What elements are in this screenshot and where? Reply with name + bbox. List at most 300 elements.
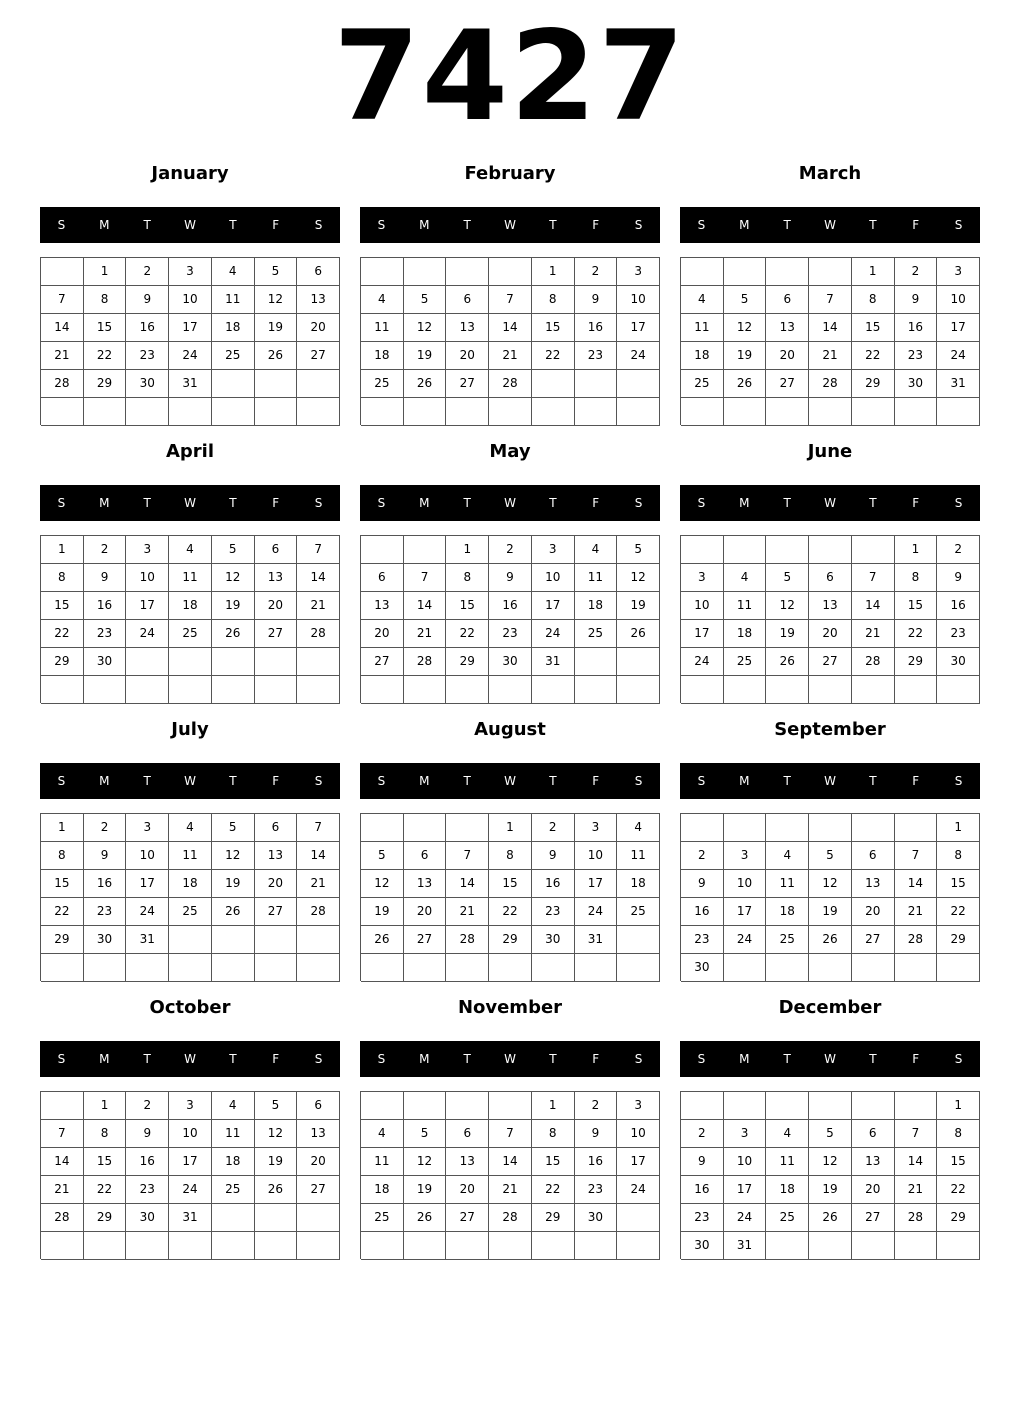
day-cell: 22 xyxy=(446,620,489,648)
empty-day-cell xyxy=(937,1232,980,1260)
empty-day-cell xyxy=(809,536,852,564)
weekday-label: S xyxy=(697,496,706,510)
day-cell: 15 xyxy=(446,592,489,620)
day-cell: 12 xyxy=(766,592,809,620)
empty-day-cell xyxy=(617,398,660,426)
day-cell: 9 xyxy=(937,564,980,592)
empty-day-cell xyxy=(446,1232,489,1260)
day-cell: 6 xyxy=(361,564,404,592)
empty-day-cell xyxy=(404,258,447,286)
day-cell: 2 xyxy=(681,842,724,870)
weekday-label: S xyxy=(377,218,386,232)
day-cell: 3 xyxy=(532,536,575,564)
day-cell: 4 xyxy=(575,536,618,564)
day-cell: 3 xyxy=(724,1120,767,1148)
empty-day-cell xyxy=(489,258,532,286)
empty-day-cell xyxy=(852,398,895,426)
day-cell: 26 xyxy=(809,1204,852,1232)
weekday-header xyxy=(360,763,660,799)
day-cell: 23 xyxy=(937,620,980,648)
day-cell: 2 xyxy=(126,1092,169,1120)
empty-day-cell xyxy=(681,814,724,842)
day-cell: 12 xyxy=(404,314,447,342)
day-cell: 19 xyxy=(809,1176,852,1204)
weekday-label: T xyxy=(463,1052,471,1066)
day-cell: 24 xyxy=(575,898,618,926)
day-cell: 30 xyxy=(489,648,532,676)
day-cell: 4 xyxy=(681,286,724,314)
empty-day-cell xyxy=(126,954,169,982)
day-cell: 13 xyxy=(255,564,298,592)
day-cell: 12 xyxy=(255,1120,298,1148)
empty-day-cell xyxy=(766,954,809,982)
weekday-label: F xyxy=(272,218,280,232)
day-cell: 11 xyxy=(212,286,255,314)
day-cell: 23 xyxy=(681,926,724,954)
day-cell: 24 xyxy=(617,342,660,370)
weekday-label: S xyxy=(697,1052,706,1066)
empty-day-cell xyxy=(212,370,255,398)
day-cell: 24 xyxy=(169,342,212,370)
weekday-label: S xyxy=(57,774,66,788)
day-cell: 13 xyxy=(809,592,852,620)
day-cell: 6 xyxy=(255,814,298,842)
empty-day-cell xyxy=(489,676,532,704)
empty-day-cell xyxy=(404,954,447,982)
weekday-label: F xyxy=(912,218,920,232)
day-cell: 3 xyxy=(169,1092,212,1120)
weekday-label: T xyxy=(869,218,877,232)
empty-day-cell xyxy=(84,398,127,426)
day-cell: 28 xyxy=(852,648,895,676)
empty-day-cell xyxy=(809,1092,852,1120)
day-cell: 12 xyxy=(255,286,298,314)
day-cell: 8 xyxy=(41,564,84,592)
weekday-label: M xyxy=(739,496,750,510)
day-cell: 9 xyxy=(532,842,575,870)
day-cell: 2 xyxy=(84,536,127,564)
day-cell: 3 xyxy=(126,814,169,842)
empty-day-cell xyxy=(297,926,340,954)
empty-day-cell xyxy=(446,954,489,982)
day-cell: 3 xyxy=(169,258,212,286)
empty-day-cell xyxy=(169,1232,212,1260)
day-grid xyxy=(680,813,980,981)
day-cell: 1 xyxy=(84,1092,127,1120)
empty-day-cell xyxy=(852,676,895,704)
day-cell: 13 xyxy=(852,870,895,898)
weekday-label: T xyxy=(549,1052,557,1066)
day-cell: 28 xyxy=(297,898,340,926)
day-cell: 25 xyxy=(361,370,404,398)
weekday-header xyxy=(360,1041,660,1077)
day-cell: 14 xyxy=(41,1148,84,1176)
empty-day-cell xyxy=(766,398,809,426)
day-cell: 29 xyxy=(489,926,532,954)
day-cell: 23 xyxy=(126,342,169,370)
day-cell: 28 xyxy=(41,370,84,398)
day-cell: 30 xyxy=(681,954,724,982)
day-cell: 6 xyxy=(852,1120,895,1148)
day-cell: 26 xyxy=(724,370,767,398)
day-cell: 17 xyxy=(617,314,660,342)
weekday-label: T xyxy=(783,774,791,788)
empty-day-cell xyxy=(297,398,340,426)
day-cell: 31 xyxy=(169,370,212,398)
empty-day-cell xyxy=(212,954,255,982)
day-cell: 19 xyxy=(809,898,852,926)
day-cell: 3 xyxy=(937,258,980,286)
empty-day-cell xyxy=(895,676,938,704)
day-cell: 2 xyxy=(575,258,618,286)
empty-day-cell xyxy=(41,954,84,982)
day-cell: 11 xyxy=(361,314,404,342)
day-cell: 23 xyxy=(489,620,532,648)
weekday-label: T xyxy=(783,218,791,232)
day-cell: 4 xyxy=(169,536,212,564)
day-cell: 23 xyxy=(681,1204,724,1232)
day-cell: 10 xyxy=(724,870,767,898)
day-cell: 19 xyxy=(724,342,767,370)
weekday-label: S xyxy=(954,496,963,510)
day-cell: 5 xyxy=(212,536,255,564)
empty-day-cell xyxy=(297,954,340,982)
empty-day-cell xyxy=(404,536,447,564)
empty-day-cell xyxy=(212,926,255,954)
day-cell: 16 xyxy=(681,1176,724,1204)
day-cell: 29 xyxy=(852,370,895,398)
weekday-label: W xyxy=(504,774,516,788)
day-cell: 14 xyxy=(489,314,532,342)
month-name: May xyxy=(489,441,531,462)
weekday-label: S xyxy=(954,1052,963,1066)
day-cell: 7 xyxy=(404,564,447,592)
weekday-label: M xyxy=(419,218,430,232)
day-cell: 23 xyxy=(126,1176,169,1204)
day-cell: 15 xyxy=(532,314,575,342)
day-cell: 6 xyxy=(446,1120,489,1148)
day-cell: 4 xyxy=(617,814,660,842)
empty-day-cell xyxy=(617,676,660,704)
day-cell: 2 xyxy=(489,536,532,564)
empty-day-cell xyxy=(361,1092,404,1120)
weekday-label: T xyxy=(549,496,557,510)
weekday-label: F xyxy=(592,774,600,788)
empty-day-cell xyxy=(446,1092,489,1120)
day-grid xyxy=(40,535,340,703)
day-cell: 11 xyxy=(766,1148,809,1176)
day-cell: 27 xyxy=(809,648,852,676)
day-cell: 23 xyxy=(575,342,618,370)
day-cell: 5 xyxy=(404,1120,447,1148)
day-cell: 29 xyxy=(937,926,980,954)
day-cell: 5 xyxy=(617,536,660,564)
empty-day-cell xyxy=(255,1232,298,1260)
day-cell: 29 xyxy=(41,648,84,676)
weekday-label: T xyxy=(143,496,151,510)
day-cell: 20 xyxy=(361,620,404,648)
weekday-label: M xyxy=(739,218,750,232)
weekday-header xyxy=(360,207,660,243)
day-cell: 22 xyxy=(84,1176,127,1204)
empty-day-cell xyxy=(766,814,809,842)
day-cell: 14 xyxy=(489,1148,532,1176)
day-cell: 19 xyxy=(404,342,447,370)
day-cell: 4 xyxy=(212,1092,255,1120)
day-cell: 19 xyxy=(212,870,255,898)
day-cell: 30 xyxy=(126,1204,169,1232)
day-cell: 24 xyxy=(937,342,980,370)
empty-day-cell xyxy=(895,1092,938,1120)
empty-day-cell xyxy=(617,1232,660,1260)
day-cell: 22 xyxy=(41,620,84,648)
empty-day-cell xyxy=(575,1232,618,1260)
day-cell: 14 xyxy=(852,592,895,620)
day-cell: 16 xyxy=(895,314,938,342)
day-grid xyxy=(360,257,660,425)
day-cell: 9 xyxy=(126,1120,169,1148)
day-cell: 27 xyxy=(255,898,298,926)
day-cell: 4 xyxy=(361,286,404,314)
weekday-label: T xyxy=(869,496,877,510)
empty-day-cell xyxy=(169,676,212,704)
empty-day-cell xyxy=(724,398,767,426)
weekday-label: T xyxy=(229,1052,237,1066)
weekday-label: W xyxy=(184,1052,196,1066)
empty-day-cell xyxy=(446,258,489,286)
day-cell: 30 xyxy=(532,926,575,954)
day-cell: 12 xyxy=(361,870,404,898)
day-cell: 10 xyxy=(126,842,169,870)
day-cell: 27 xyxy=(255,620,298,648)
day-cell: 7 xyxy=(489,286,532,314)
weekday-label: T xyxy=(783,496,791,510)
day-cell: 5 xyxy=(255,258,298,286)
day-cell: 12 xyxy=(724,314,767,342)
day-cell: 25 xyxy=(724,648,767,676)
month-name: August xyxy=(474,719,546,740)
day-cell: 16 xyxy=(575,314,618,342)
month-name: November xyxy=(457,997,563,1018)
day-cell: 14 xyxy=(895,870,938,898)
empty-day-cell xyxy=(766,1232,809,1260)
day-cell: 3 xyxy=(126,536,169,564)
weekday-label: T xyxy=(229,496,237,510)
day-cell: 18 xyxy=(212,1148,255,1176)
day-cell: 3 xyxy=(617,1092,660,1120)
day-cell: 21 xyxy=(41,342,84,370)
empty-day-cell xyxy=(404,1232,447,1260)
day-cell: 23 xyxy=(895,342,938,370)
day-cell: 3 xyxy=(575,814,618,842)
day-cell: 13 xyxy=(404,870,447,898)
empty-day-cell xyxy=(617,954,660,982)
day-cell: 8 xyxy=(532,1120,575,1148)
day-cell: 25 xyxy=(766,1204,809,1232)
day-cell: 19 xyxy=(361,898,404,926)
year-title: 7427 xyxy=(333,5,687,149)
day-cell: 6 xyxy=(852,842,895,870)
day-cell: 20 xyxy=(255,870,298,898)
day-cell: 9 xyxy=(681,1148,724,1176)
weekday-label: M xyxy=(99,496,110,510)
day-cell: 10 xyxy=(169,286,212,314)
day-cell: 23 xyxy=(84,898,127,926)
day-cell: 20 xyxy=(446,342,489,370)
empty-day-cell xyxy=(852,1232,895,1260)
day-cell: 25 xyxy=(169,620,212,648)
day-cell: 18 xyxy=(766,1176,809,1204)
day-cell: 15 xyxy=(937,870,980,898)
empty-day-cell xyxy=(852,1092,895,1120)
day-cell: 30 xyxy=(575,1204,618,1232)
day-cell: 2 xyxy=(937,536,980,564)
weekday-label: T xyxy=(869,774,877,788)
day-grid xyxy=(360,535,660,703)
day-cell: 10 xyxy=(532,564,575,592)
day-cell: 25 xyxy=(766,926,809,954)
weekday-label: T xyxy=(229,774,237,788)
empty-day-cell xyxy=(361,814,404,842)
day-cell: 29 xyxy=(84,370,127,398)
empty-day-cell xyxy=(575,648,618,676)
weekday-label: S xyxy=(954,218,963,232)
weekday-label: F xyxy=(592,1052,600,1066)
day-cell: 9 xyxy=(681,870,724,898)
weekday-label: W xyxy=(824,496,836,510)
day-cell: 11 xyxy=(212,1120,255,1148)
empty-day-cell xyxy=(126,676,169,704)
weekday-label: T xyxy=(229,218,237,232)
day-cell: 24 xyxy=(169,1176,212,1204)
empty-day-cell xyxy=(126,648,169,676)
day-cell: 25 xyxy=(681,370,724,398)
day-cell: 22 xyxy=(937,1176,980,1204)
day-cell: 18 xyxy=(575,592,618,620)
empty-day-cell xyxy=(297,1204,340,1232)
month-name: December xyxy=(778,997,882,1018)
empty-day-cell xyxy=(255,648,298,676)
day-cell: 16 xyxy=(84,592,127,620)
day-cell: 11 xyxy=(724,592,767,620)
day-cell: 29 xyxy=(84,1204,127,1232)
day-cell: 1 xyxy=(41,814,84,842)
day-cell: 11 xyxy=(617,842,660,870)
day-cell: 27 xyxy=(446,370,489,398)
day-cell: 27 xyxy=(766,370,809,398)
empty-day-cell xyxy=(84,954,127,982)
empty-day-cell xyxy=(575,370,618,398)
day-cell: 7 xyxy=(41,286,84,314)
empty-day-cell xyxy=(895,954,938,982)
day-cell: 6 xyxy=(297,258,340,286)
day-cell: 5 xyxy=(361,842,404,870)
day-cell: 4 xyxy=(724,564,767,592)
day-cell: 13 xyxy=(297,1120,340,1148)
day-cell: 22 xyxy=(84,342,127,370)
day-cell: 21 xyxy=(895,1176,938,1204)
day-cell: 9 xyxy=(575,1120,618,1148)
day-cell: 1 xyxy=(895,536,938,564)
day-cell: 12 xyxy=(617,564,660,592)
day-cell: 13 xyxy=(255,842,298,870)
day-cell: 8 xyxy=(446,564,489,592)
weekday-label: W xyxy=(184,496,196,510)
empty-day-cell xyxy=(169,926,212,954)
day-cell: 16 xyxy=(126,1148,169,1176)
day-cell: 13 xyxy=(446,1148,489,1176)
day-cell: 14 xyxy=(809,314,852,342)
day-cell: 15 xyxy=(84,1148,127,1176)
day-cell: 15 xyxy=(532,1148,575,1176)
day-cell: 31 xyxy=(937,370,980,398)
day-cell: 10 xyxy=(575,842,618,870)
day-cell: 12 xyxy=(809,1148,852,1176)
day-cell: 22 xyxy=(532,342,575,370)
day-cell: 14 xyxy=(297,842,340,870)
empty-day-cell xyxy=(895,1232,938,1260)
day-cell: 20 xyxy=(297,1148,340,1176)
day-cell: 17 xyxy=(126,592,169,620)
day-cell: 17 xyxy=(724,898,767,926)
day-cell: 11 xyxy=(681,314,724,342)
day-cell: 1 xyxy=(532,1092,575,1120)
day-cell: 3 xyxy=(724,842,767,870)
weekday-label: M xyxy=(419,1052,430,1066)
day-cell: 16 xyxy=(126,314,169,342)
day-cell: 12 xyxy=(212,564,255,592)
weekday-label: W xyxy=(504,1052,516,1066)
day-cell: 18 xyxy=(361,342,404,370)
day-cell: 15 xyxy=(852,314,895,342)
weekday-header xyxy=(680,763,980,799)
weekday-label: S xyxy=(634,218,643,232)
day-cell: 23 xyxy=(84,620,127,648)
empty-day-cell xyxy=(532,398,575,426)
day-cell: 20 xyxy=(446,1176,489,1204)
empty-day-cell xyxy=(255,926,298,954)
weekday-header xyxy=(680,207,980,243)
day-cell: 8 xyxy=(84,1120,127,1148)
empty-day-cell xyxy=(489,398,532,426)
day-cell: 30 xyxy=(84,648,127,676)
empty-day-cell xyxy=(126,1232,169,1260)
weekday-label: S xyxy=(57,496,66,510)
day-cell: 16 xyxy=(681,898,724,926)
day-cell: 22 xyxy=(852,342,895,370)
empty-day-cell xyxy=(212,1204,255,1232)
empty-day-cell xyxy=(255,1204,298,1232)
day-cell: 20 xyxy=(852,898,895,926)
weekday-label: T xyxy=(143,1052,151,1066)
weekday-label: T xyxy=(869,1052,877,1066)
day-cell: 5 xyxy=(212,814,255,842)
weekday-label: F xyxy=(272,774,280,788)
empty-day-cell xyxy=(169,398,212,426)
day-cell: 21 xyxy=(809,342,852,370)
empty-day-cell xyxy=(937,398,980,426)
day-cell: 7 xyxy=(297,814,340,842)
weekday-label: S xyxy=(57,1052,66,1066)
empty-day-cell xyxy=(404,814,447,842)
day-cell: 26 xyxy=(212,898,255,926)
month-name: January xyxy=(151,163,229,184)
weekday-label: S xyxy=(314,1052,323,1066)
day-cell: 6 xyxy=(297,1092,340,1120)
day-cell: 20 xyxy=(809,620,852,648)
empty-day-cell xyxy=(255,370,298,398)
weekday-label: M xyxy=(739,774,750,788)
